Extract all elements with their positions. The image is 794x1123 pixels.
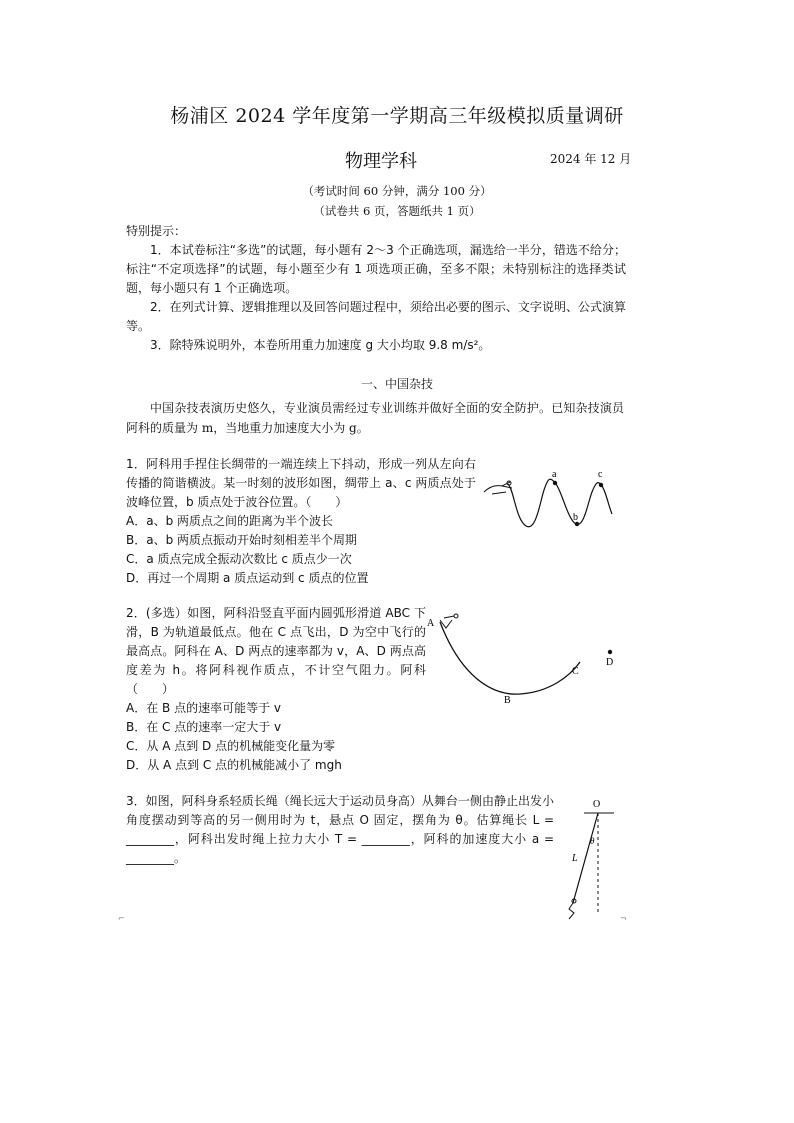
label-L: L: [572, 853, 578, 864]
skier-icon: [440, 614, 458, 628]
question-1-option-d: D．再过一个周期 a 质点运动到 c 质点的位置: [126, 571, 369, 585]
label-O: O: [593, 799, 601, 810]
pendulum-figure: [556, 795, 626, 923]
paper-title: 杨浦区 2024 学年度第一学期高三年级模拟质量调研: [170, 105, 624, 127]
question-1: [126, 455, 476, 588]
question-3: [126, 792, 554, 868]
label-b: b: [573, 512, 578, 523]
point-c-dot: [599, 483, 603, 487]
pages-note: （试卷共 6 页，答题纸共 1 页）: [313, 204, 481, 218]
hand-icon: [484, 481, 512, 494]
question-3-stem: 3．如图，阿科身系轻质长绳（绳长远大于运动员身高）从舞台一侧由静止出发小角度摆动到等高的另一侧用时为 t，悬点 O 固定，摆角为 θ。估算绳长 L = ________，阿科出发时绳上拉力大小 T = ________，阿科的加速度大小 a = ________。: [126, 794, 554, 865]
label-c: c: [598, 469, 603, 480]
label-a: a: [552, 469, 557, 480]
label-B: B: [504, 695, 511, 706]
notice-item-3: 3．除特殊说明外，本卷所用重力加速度 g 大小均取 9.8 m/s²。: [150, 338, 491, 352]
question-2: [126, 604, 426, 775]
section-title: 一、中国杂技: [360, 377, 433, 391]
question-2-stem: 2．(多选）如图，阿科沿竖直平面内圆弧形滑道 ABC 下滑，B 为轨道最低点。他在 C 点飞出，D 为空中飞行的最高点。阿科在 A、D 两点的速率都为 v，A、D 两点高度差为 h。将阿科视作质点，不计空气阻力。阿科（ ）: [126, 606, 426, 696]
question-1-option-b: B．a、b 两质点振动开始时刻相差半个周期: [126, 533, 358, 547]
question-1-option-c: C．a 质点完成全振动次数比 c 质点少一次: [126, 552, 352, 566]
question-1-option-a: A．a、b 两质点之间的距离为半个波长: [126, 514, 333, 528]
subject-title: 物理学科: [345, 151, 417, 172]
label-D: D: [606, 657, 614, 668]
point-a-dot: [553, 481, 557, 485]
performer-icon: [569, 899, 576, 919]
special-notice: [126, 222, 626, 355]
question-2-option-a: A．在 B 点的速率可能等于 v: [126, 701, 281, 715]
question-2-option-d: D．从 A 点到 C 点的机械能减小了 mgh: [126, 758, 342, 772]
section-intro: 中国杂技表演历史悠久，专业演员需经过专业训练并做好全面的安全防护。已知杂技演员阿科的质量为 m，当地重力加速度大小为 g。: [126, 401, 624, 435]
point-d-dot: [608, 650, 612, 654]
corner-mark-right: ¬: [620, 914, 627, 923]
wave-figure: [480, 462, 620, 540]
question-1-stem: 1．阿科用手捏住长绸带的一端连续上下抖动，形成一列从左向右传播的简谐横波。某一时刻的波形如图，绸带上 a、c 两质点处于波峰位置，b 质点处于波谷位置。（ ）: [126, 457, 476, 509]
label-C: C: [572, 666, 579, 677]
label-A: A: [427, 618, 435, 629]
question-2-option-c: C．从 A 点到 D 点的机械能变化量为零: [126, 739, 336, 753]
exam-date: 2024 年 12 月: [550, 152, 632, 166]
wave-curve: [508, 479, 612, 527]
notice-item-2: 2．在列式计算、逻辑推理以及回答问题过程中，须给出必要的图示、文字说明、公式演算等。: [126, 300, 626, 333]
arc-track-figure: [420, 606, 625, 710]
corner-mark-left: ⌐: [118, 914, 125, 923]
notice-item-1: 1．本试卷标注“多选”的试题，每小题有 2～3 个正确选项，漏选给一半分，错选不给分；标注“不定项选择”的试题，每小题至少有 1 项选项正确，至多不限；未特别标注的选择类试题，每小题只有 1 个正确选项。: [126, 243, 626, 295]
time-note: （考试时间 60 分钟，满分 100 分）: [302, 184, 492, 198]
question-2-option-b: B．在 C 点的速率一定大于 v: [126, 720, 282, 734]
label-theta: θ: [590, 836, 595, 846]
notice-heading: 特别提示：: [126, 224, 187, 238]
arc-track: [440, 622, 580, 694]
